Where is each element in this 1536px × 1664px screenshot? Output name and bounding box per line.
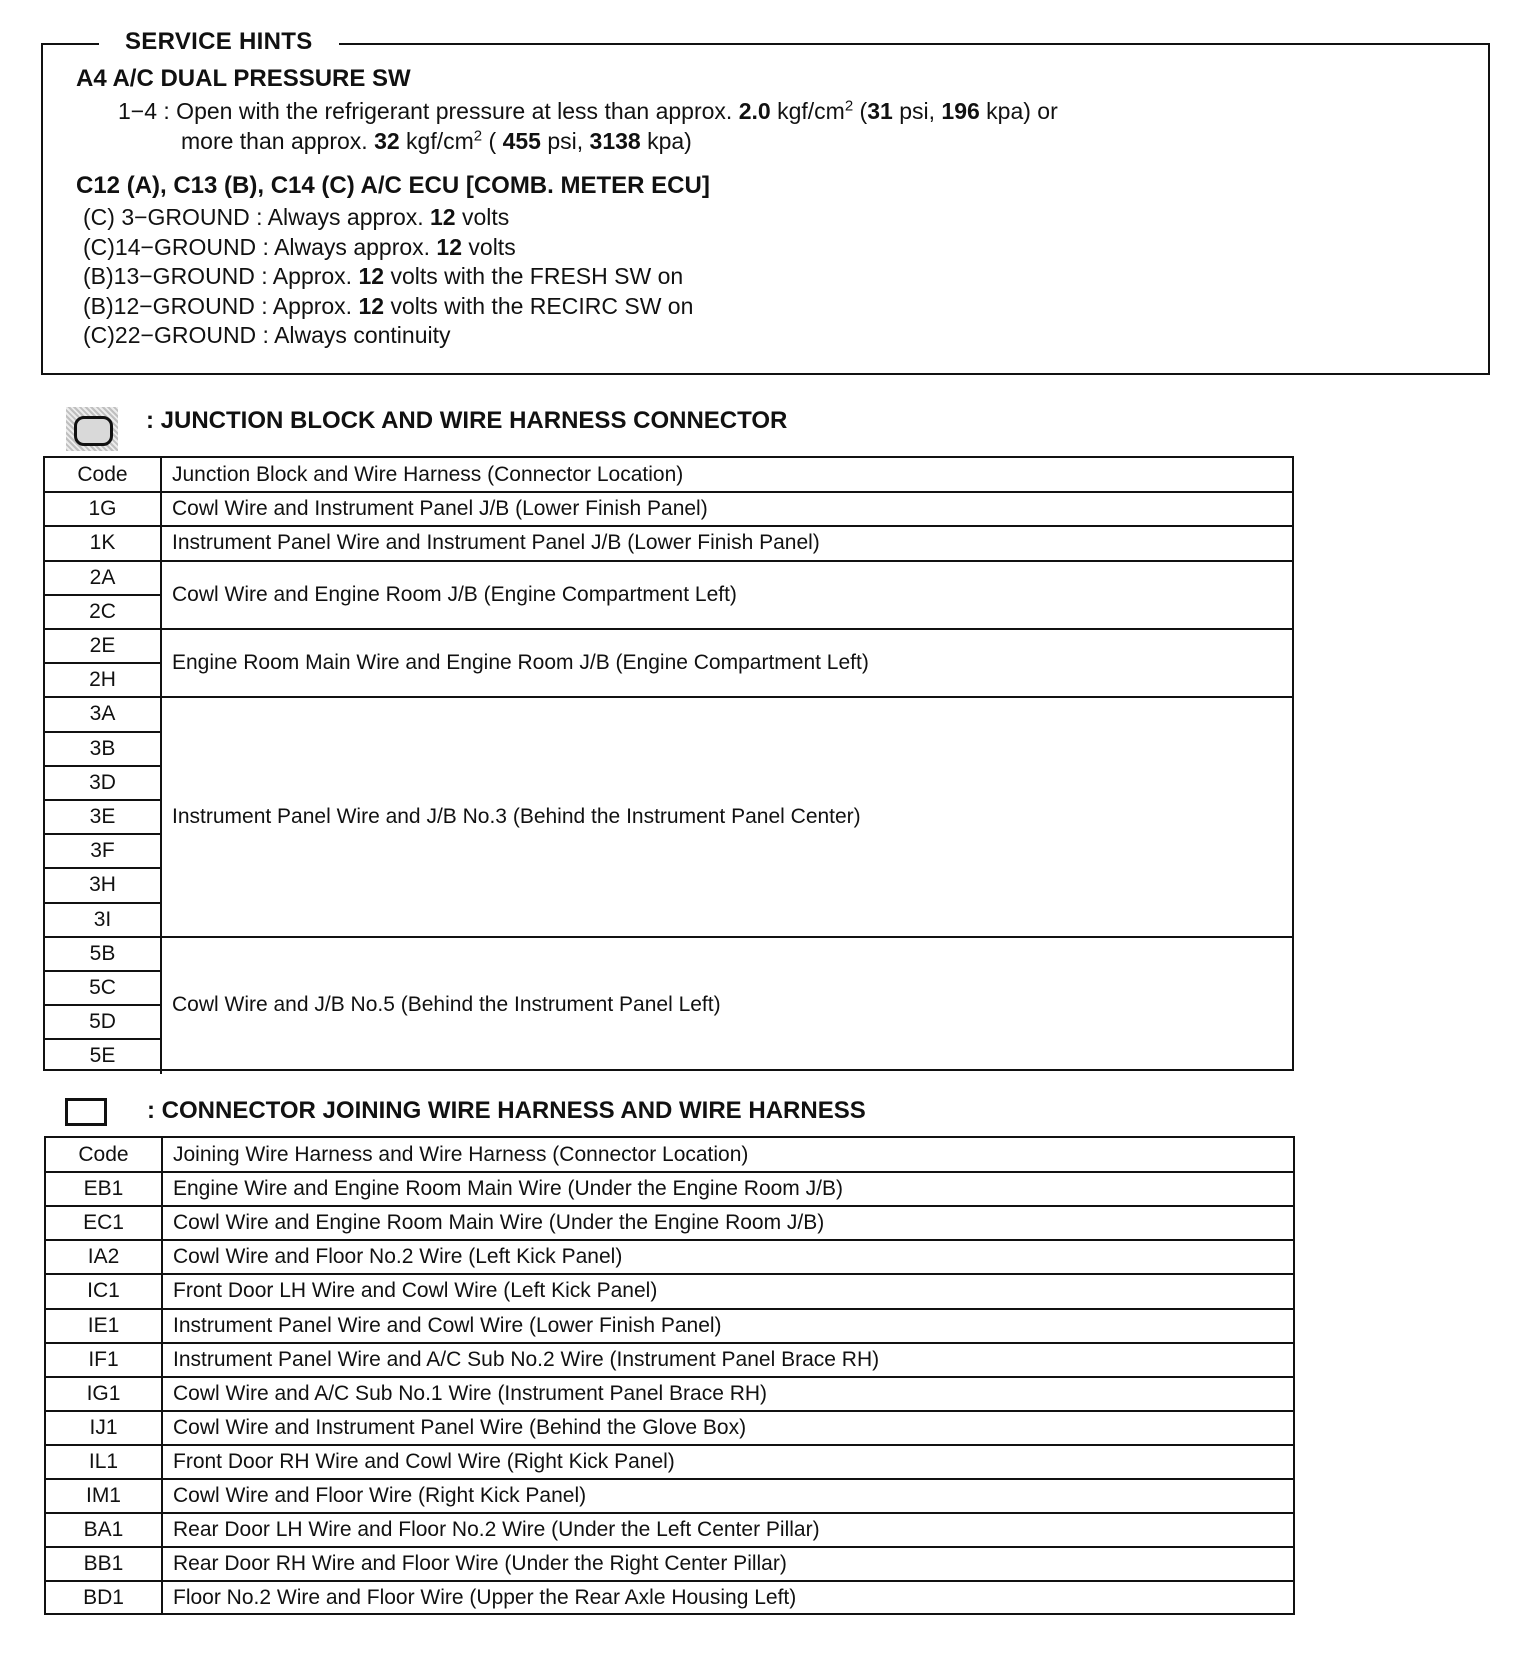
- table-row-code: 5B: [45, 937, 162, 971]
- table-row-code: 3B: [45, 732, 162, 766]
- table-row-description: Rear Door RH Wire and Floor Wire (Under the Right Center Pillar): [173, 1552, 787, 1576]
- table-row-description: Instrument Panel Wire and Cowl Wire (Lower Finish Panel): [173, 1313, 722, 1337]
- table-row-code: 3A: [45, 697, 162, 731]
- junction-section-title: : JUNCTION BLOCK AND WIRE HARNESS CONNECTOR: [146, 407, 788, 434]
- table-row-description: Front Door RH Wire and Cowl Wire (Right Kick Panel): [173, 1449, 675, 1473]
- ecu-spec-line: (C)22−GROUND : Always continuity: [83, 322, 451, 348]
- table-row-code: IJ1: [46, 1411, 163, 1445]
- table-row-code: EC1: [46, 1206, 163, 1240]
- table-row-code: 1K: [45, 526, 162, 560]
- connector-symbol-icon: [65, 1098, 107, 1126]
- table-header-code: Code: [45, 458, 162, 492]
- junction-block-symbol-icon: [66, 407, 118, 451]
- a4-spec-line-1: 1−4 : Open with the refrigerant pressure at less than approx. 2.0 kgf/$cm^2$ (31 psi, 196 kpa) or: [118, 97, 1058, 124]
- table-row-code: 5C: [45, 971, 162, 1005]
- junction-block-table: [43, 456, 1294, 1071]
- table-row-code: IA2: [46, 1240, 163, 1274]
- ecu-spec-line: (C) 3−GROUND : Always approx. 12 volts: [83, 204, 510, 230]
- table-row-description: Rear Door LH Wire and Floor No.2 Wire (Under the Left Center Pillar): [173, 1518, 820, 1542]
- table-row-code: 2E: [45, 629, 162, 663]
- table-row-code: 1G: [45, 492, 162, 526]
- ecu-spec-line: (B)12−GROUND : Approx. 12 volts with the RECIRC SW on: [83, 292, 694, 319]
- table-row-description: Engine Room Main Wire and Engine Room J/B (Engine Compartment Left): [172, 651, 869, 675]
- table-row-code: BB1: [46, 1547, 163, 1581]
- table-row-code: 2A: [45, 561, 162, 595]
- table-header-description: Junction Block and Wire Harness (Connector Location): [172, 463, 684, 487]
- table-row-code: IG1: [46, 1377, 163, 1411]
- table-row-code: 3F: [45, 834, 162, 868]
- table-row-description: Cowl Wire and Floor No.2 Wire (Left Kick Panel): [173, 1245, 623, 1269]
- table-row-description: Cowl Wire and Floor Wire (Right Kick Panel): [173, 1484, 587, 1508]
- table-row-code: IL1: [46, 1445, 163, 1479]
- table-row-description: Cowl Wire and Engine Room Main Wire (Under the Engine Room J/B): [173, 1211, 825, 1235]
- table-row-code: EB1: [46, 1172, 163, 1206]
- table-row-code: IE1: [46, 1309, 163, 1343]
- table-row-description: Cowl Wire and Instrument Panel J/B (Lower Finish Panel): [172, 497, 708, 521]
- table-row-description: Cowl Wire and J/B No.5 (Behind the Instrument Panel Left): [172, 993, 721, 1017]
- table-row-code: 3D: [45, 766, 162, 800]
- table-row-code: BA1: [46, 1513, 163, 1547]
- table-row-description: Floor No.2 Wire and Floor Wire (Upper the Rear Axle Housing Left): [173, 1586, 797, 1610]
- table-row-description: Instrument Panel Wire and J/B No.3 (Behind the Instrument Panel Center): [172, 805, 861, 829]
- ecu-spec-line: (B)13−GROUND : Approx. 12 volts with the FRESH SW on: [83, 263, 684, 289]
- ecu-spec-line: (C)14−GROUND : Always approx. 12 volts: [83, 233, 516, 260]
- table-row-code: IC1: [46, 1274, 163, 1308]
- table-row-code: 2C: [45, 595, 162, 629]
- table-row-description: Front Door LH Wire and Cowl Wire (Left Kick Panel): [173, 1279, 658, 1303]
- a4-title: A4 A/C DUAL PRESSURE SW: [76, 65, 411, 92]
- table-row-description: Cowl Wire and Instrument Panel Wire (Behind the Glove Box): [173, 1415, 747, 1439]
- a4-spec-line-2: more than approx. 32 kgf/$cm^2$ ( 455 psi, 3138 kpa): [181, 127, 692, 154]
- table-row-code: 3I: [45, 903, 162, 937]
- ecu-title: C12 (A), C13 (B), C14 (C) A/C ECU [COMB. METER ECU]: [76, 172, 710, 199]
- table-row-code: 5E: [45, 1039, 162, 1073]
- table-row-code: 3H: [45, 868, 162, 902]
- table-row-code: IF1: [46, 1343, 163, 1377]
- table-row-code: BD1: [46, 1581, 163, 1615]
- table-header-description: Joining Wire Harness and Wire Harness (Connector Location): [173, 1143, 749, 1167]
- table-row-description: Engine Wire and Engine Room Main Wire (Under the Engine Room J/B): [173, 1177, 843, 1201]
- table-row-description: Instrument Panel Wire and Instrument Panel J/B (Lower Finish Panel): [172, 531, 820, 555]
- connector-section-title: : CONNECTOR JOINING WIRE HARNESS AND WIRE HARNESS: [147, 1097, 866, 1124]
- connector-table: [44, 1136, 1295, 1615]
- service-hints-title: SERVICE HINTS: [99, 28, 339, 56]
- table-row-code: IM1: [46, 1479, 163, 1513]
- table-row-code: 2H: [45, 663, 162, 697]
- table-row-description: Cowl Wire and Engine Room J/B (Engine Compartment Left): [172, 582, 737, 606]
- table-row-code: 3E: [45, 800, 162, 834]
- table-row-description: Cowl Wire and A/C Sub No.1 Wire (Instrument Panel Brace RH): [173, 1381, 768, 1405]
- table-header-code: Code: [46, 1138, 163, 1172]
- table-row-code: 5D: [45, 1005, 162, 1039]
- table-row-description: Instrument Panel Wire and A/C Sub No.2 Wire (Instrument Panel Brace RH): [173, 1347, 880, 1371]
